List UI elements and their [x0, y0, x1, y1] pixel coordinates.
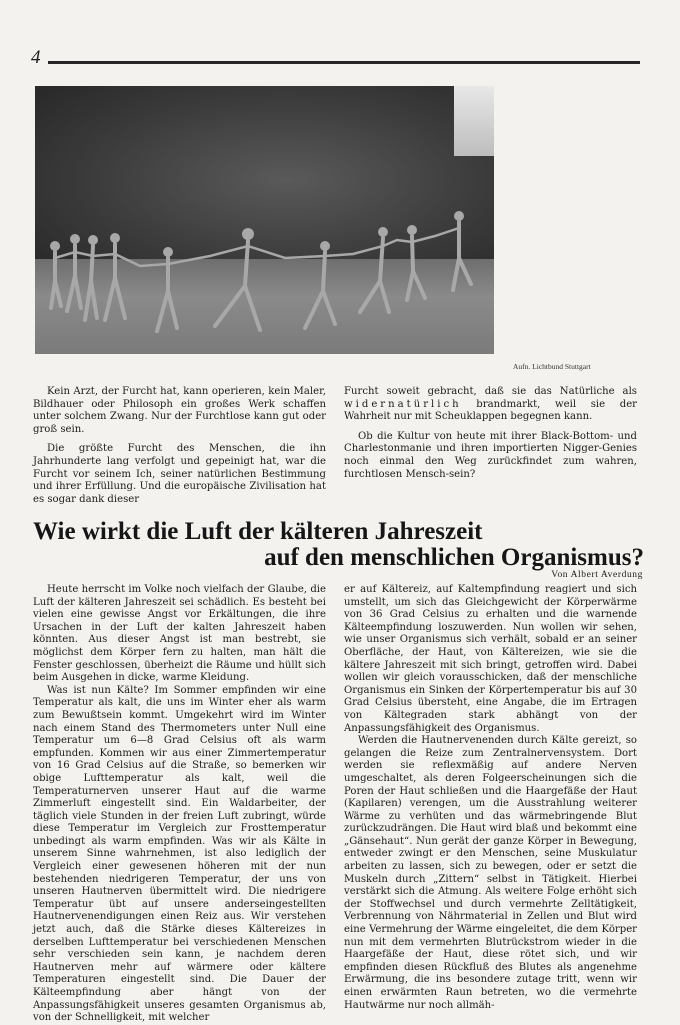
intro-right-column: [344, 386, 637, 481]
article-byline: Von Albert Averdung: [551, 570, 643, 580]
figure: [50, 241, 61, 308]
article-title-line-1: Wie wirkt die Luft der kälteren Jahreszeit: [33, 518, 483, 545]
intro-left-column: [33, 386, 326, 506]
figure: [85, 235, 98, 320]
header-rule: [48, 61, 640, 64]
photo-credit: Aufn. Lichtbund Stuttgart: [513, 362, 591, 371]
paragraph: er auf Kältereiz, auf Kaltempfindung reagiert und sich umstellt, um sich das Gleichgewicht der Körperwärme von 36 Grad Celsius zu erhalten und die warnende Kälteempfindung loszuwerden. Nun wollen wir sehen, wie unser Organismus sich verhält, sobald er an seiner Oberfläche, der Haut, von Kältereizen, wie sie die kältere Jahreszeit mit sich bringt, getroffen wird. Dabei wollen wir gleich vorausschicken, daß der menschliche Organismus ein Sinken der Körpertemperatur bis auf 30 Grad Celsius übersteht, eine Angabe, die im Ertragen von Kältegraden stark abhängt von der Anpassungsfähigkeit des Organismus.: [344, 584, 637, 734]
page-number: 4: [31, 47, 41, 68]
paragraph: Kein Arzt, der Furcht hat, kann operieren, kein Maler, Bildhauer oder Philosoph ein großes Werk schaffen unter solchem Zwang. Nur der Furchtlose kann gut oder groß sein.: [33, 386, 326, 435]
emphasized-word: widernatürlich: [344, 398, 462, 410]
figure: [215, 228, 260, 330]
figure: [453, 211, 471, 290]
paragraph: Was ist nun Kälte? Im Sommer empfinden wir eine Temperatur als kalt, die uns im Winter eher als warm zum Bewußtsein kommt. Umgekehrt wird im Winter nach einem Stand des Thermometers unter Null eine Temperatur um 6—8 Grad Celsius oft als warm empfunden. Kommen wir aus einer Zimmertemperatur von 16 Grad Celsius auf die Straße, so bemerken wir obige Lufttemperatur als kalt, weil die Temperaturnerven unserer Haut auf die warme Zimmerluft eingestellt sind. Ein Waldarbeiter, der täglich viele Stunden in der freien Luft zubringt, würde diese Temperatur im Vergleich zur Frosttemperatur unbedingt als warm empfinden. Was wir als Kälte in unserem Sinne wahrnehmen, ist also lediglich der Vergleich einer gewesenen höheren mit der nun bestehenden niedrigeren Temperatur, der uns von unseren Hautnerven übermittelt wird. Die niedrigere Temperatur übt auf unsere anderseingestellten Hautnervenendigungen einen Reiz aus. Wir verstehen jetzt auch, daß die Stärke dieses Kältereizes in derselben Lufttemperatur bei verschiedenen Menschen sehr verschieden sein kann, je nachdem deren Hautnerven mehr auf wärmere oder kältere Temperaturen eingestellt sind. Die Dauer der Kälteempfindung aber hängt von der Anpassungsfähigkeit unseres gesamten Organismus ab, von der Schnelligkeit, mit welcher: [33, 684, 326, 1024]
paragraph: Werden die Hautnervenenden durch Kälte gereizt, so gelangen die Reize zum Zentralnervensystem. Dort werden sie reflexmäßig auf andere Nerven umgeschaltet, als deren Folgeerscheinungen sich die Poren der Haut schließen und die Haargefäße der Haut (Kapilaren) verengen, um die Ausstrahlung weiterer Wärme zu verhüten und das wärmebringende Blut zurückzudrängen. Die Haut wird blaß und bekommt eine „Gänsehaut“. Nun gerät der ganze Körper in Bewegung, entweder zwingt er den Menschen, seine Muskulatur arbeiten zu lassen, sich zu bewegen, oder er setzt die Muskeln durch „Zittern“ selbst in Tätigkeit. Hierbei verstärkt sich die Atmung. Als weitere Folge erhöht sich der Stoffwechsel und durch vermehrte Zelltätigkeit, Verbrennung von Nährmaterial in Zellen und Blut wird eine Vermehrung der Wärme eingeleitet, die dem Körper nun mit dem vermehrten Blutrückstrom wieder in die Haargefäße der Haut, diese rötet sich, und wir empfinden diesen Rückfluß des Blutes als angenehme Erwärmung, die ins besondere zutage tritt, wenn wir einen erwärmten Raun betreten, wo die vermehrte Hautwärme nur noch allmäh-: [344, 735, 637, 1011]
photo-dancers-in-meadow: [35, 86, 494, 354]
paragraph: Ob die Kultur von heute mit ihrer Black-Bottom- und Charlestonmanie und ihren importierten Nigger-Genies noch einmal den Weg zurückfindet zum wahren, furchtlosen Mensch-sein?: [344, 430, 637, 480]
figure: [360, 227, 389, 312]
photo-figures: [35, 86, 494, 354]
article-right-column: [344, 584, 637, 1012]
paragraph: [344, 386, 637, 424]
paragraph-text: brandmarkt, weil sie der Wahrheit nur mit Scheuklappen begegnen kann.: [344, 398, 637, 423]
figure: [157, 247, 177, 331]
paragraph: Die größte Furcht des Menschen, die ihn Jahrhunderte lang verfolgt und gepeinigt hat, war die Furcht vor seinem Ich, seiner natürlichen Bestimmung und ihrer Erfüllung. Und die europäische Zivilisation hat es sogar dank dieser: [33, 443, 326, 505]
figure: [67, 234, 81, 311]
figure: [407, 225, 425, 300]
paragraph-text: Furcht soweit gebracht, daß sie das Natürliche als: [344, 386, 637, 397]
paragraph: Heute herrscht im Volke noch vielfach der Glaube, die Luft der kälteren Jahreszeit sei schädlich. Es besteht bei vielen eine gewisse Angst vor Erkältungen, die ihre Ursachen in der Luft der kalten Jahreszeit haben könnten. Aus dieser Angst ist man bestrebt, sie möglichst dem Körper fern zu halten, man hält die Fenster geschlossen, überheizt die Räume und hüllt sich beim Ausgehen in dicke, warme Kleidung.: [33, 584, 326, 684]
figure: [305, 241, 335, 328]
figure: [105, 233, 125, 320]
article-left-column: [33, 584, 326, 1025]
article-title-line-2: auf den menschlichen Organismus?: [264, 544, 644, 571]
